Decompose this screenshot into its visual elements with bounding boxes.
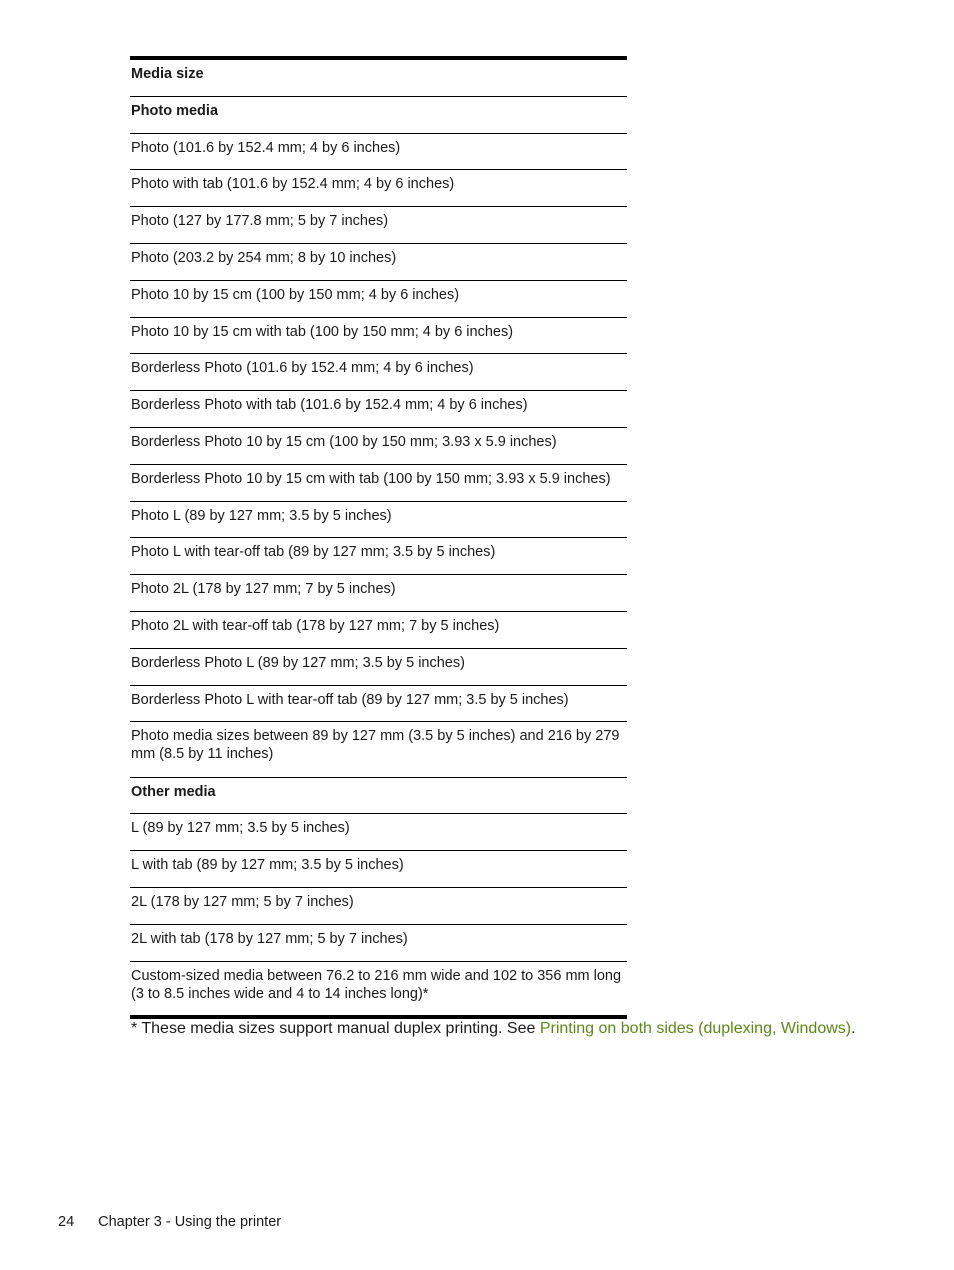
table-row: Borderless Photo 10 by 15 cm (100 by 150 mm; 3.93 x 5.9 inches) <box>130 428 627 465</box>
table-row: Custom-sized media between 76.2 to 216 mm wide and 102 to 356 mm long (3 to 8.5 inches wide and 4 to 14 inches long)* <box>131 967 622 1002</box>
page-footer <box>58 1213 281 1231</box>
table-header: Media size <box>130 60 627 97</box>
table-body <box>130 97 627 1015</box>
table-row: 2L (178 by 127 mm; 5 by 7 inches) <box>130 888 627 925</box>
table-row: L with tab (89 by 127 mm; 3.5 by 5 inches) <box>130 851 627 888</box>
duplexing-link[interactable]: Printing on both sides (duplexing, Windows) <box>539 1020 852 1037</box>
table-row: Photo media sizes between 89 by 127 mm (3.5 by 5 inches) and 216 by 279 mm (8.5 by 11 inches) <box>130 722 627 777</box>
table-row: Photo with tab (101.6 by 152.4 mm; 4 by 6 inches) <box>130 170 627 207</box>
table-row: Borderless Photo (101.6 by 152.4 mm; 4 by 6 inches) <box>130 354 627 391</box>
table-row: Borderless Photo L (89 by 127 mm; 3.5 by 5 inches) <box>130 649 627 686</box>
table-row: Borderless Photo 10 by 15 cm with tab (100 by 150 mm; 3.93 x 5.9 inches) <box>130 465 627 502</box>
table-row: Photo L with tear-off tab (89 by 127 mm; 3.5 by 5 inches) <box>130 538 627 575</box>
table-row: Photo (101.6 by 152.4 mm; 4 by 6 inches) <box>130 134 627 171</box>
page-number: 24 <box>58 1214 75 1230</box>
table-row: Photo 2L (178 by 127 mm; 7 by 5 inches) <box>130 575 627 612</box>
footnote <box>131 1019 856 1039</box>
table-row: Borderless Photo L with tear-off tab (89 by 127 mm; 3.5 by 5 inches) <box>130 686 627 723</box>
table-section-heading: Photo media <box>130 97 627 134</box>
chapter-title: Chapter 3 - Using the printer <box>98 1214 282 1230</box>
table-row: Borderless Photo with tab (101.6 by 152.4 mm; 4 by 6 inches) <box>130 391 627 428</box>
footnote-text: * These media sizes support manual duplex printing. See <box>131 1020 540 1037</box>
table-row: Photo (203.2 by 254 mm; 8 by 10 inches) <box>130 244 627 281</box>
table-row: L (89 by 127 mm; 3.5 by 5 inches) <box>130 814 627 851</box>
table-row: Photo L (89 by 127 mm; 3.5 by 5 inches) <box>130 502 627 539</box>
footnote-suffix: . <box>851 1020 856 1037</box>
table-section-heading: Other media <box>130 778 627 815</box>
media-size-table <box>130 56 627 1019</box>
table-row: Photo (127 by 177.8 mm; 5 by 7 inches) <box>130 207 627 244</box>
table-row: Photo 10 by 15 cm with tab (100 by 150 mm; 4 by 6 inches) <box>130 318 627 355</box>
table-row: Photo 2L with tear-off tab (178 by 127 mm; 7 by 5 inches) <box>130 612 627 649</box>
table-row: Photo 10 by 15 cm (100 by 150 mm; 4 by 6 inches) <box>130 281 627 318</box>
table-row: 2L with tab (178 by 127 mm; 5 by 7 inches) <box>130 925 627 962</box>
